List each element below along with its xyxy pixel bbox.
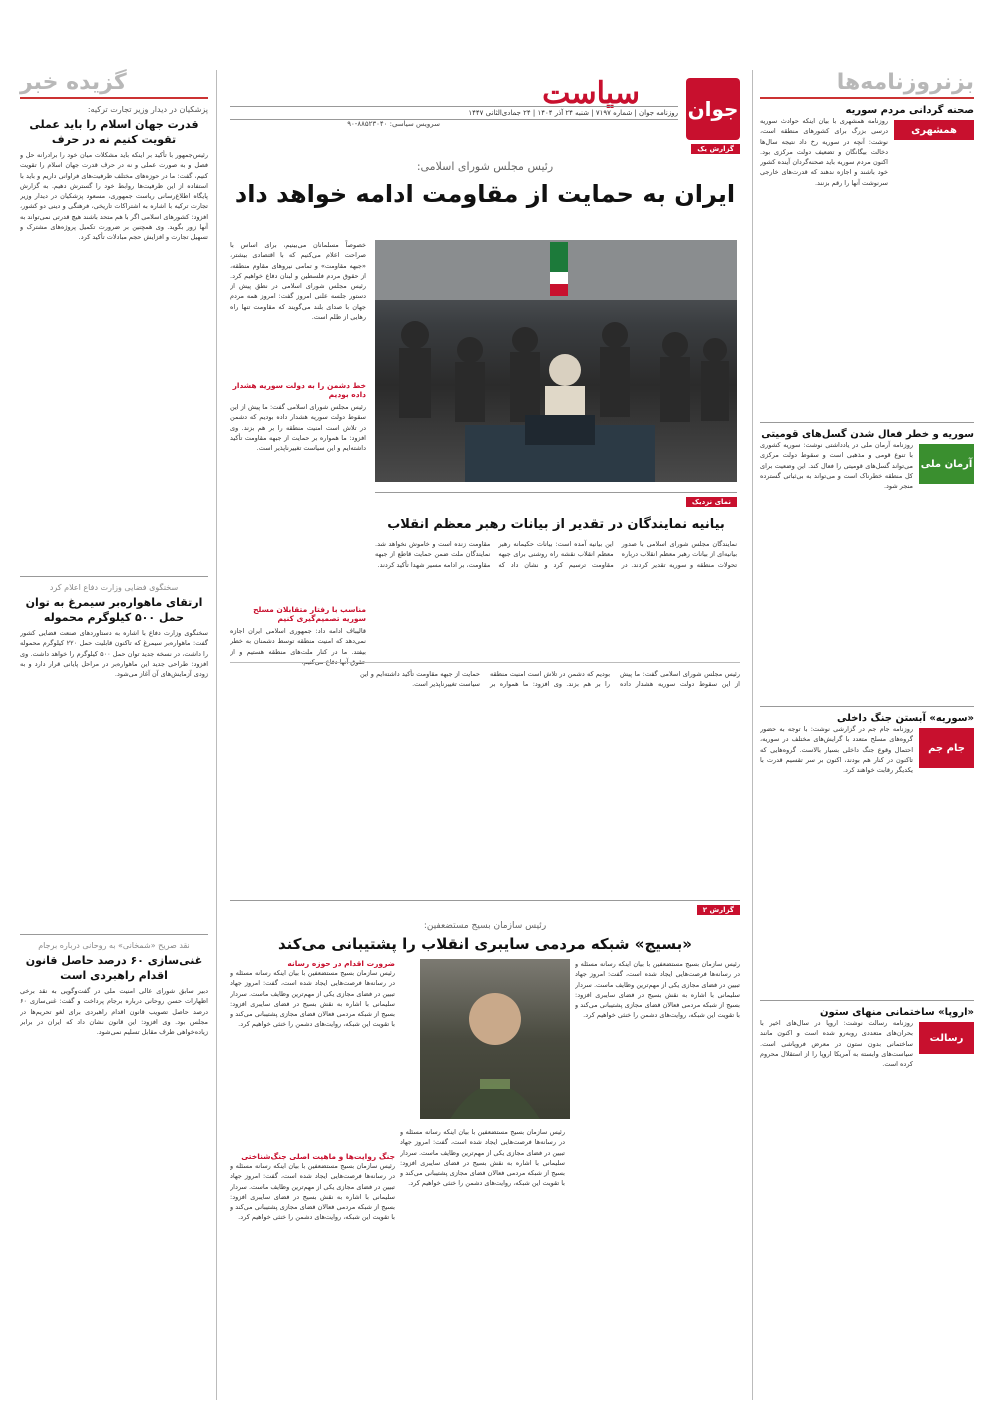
source-name: آرمان ملی [920,458,973,470]
basij-left-col [230,959,395,1361]
kicker: پزشکیان در دیدار وزیر تجارت ترکیه: [87,105,208,114]
body: دبیر سابق شورای عالی امنیت ملی در گفت‌وگویی به نقد برخی اظهارات حسن روحانی درباره برجام پرداخت و گفت: غنی‌سازی ۶۰ درصد حاصل تصویب قانون اقدام راهبردی برای لغو تحریم‌ها در مجلس بود. وی افزود: این قانون نشان داد که ایران در برابر زیاده‌خواهی طرف مقابل تسلیم نمی‌شود. [20,987,208,1037]
divider [760,1000,974,1001]
basij-tag: گزارش ۲ [697,905,740,915]
headline: غنی‌سازی ۶۰ درصد حاصل قانون اقدام راهبردی است [25,954,203,982]
kicker: نقد صریح «شمخانی» به روحانی درباره برجام [38,941,190,950]
meta-line: روزنامه جوان | شماره ۷۱۹۷ | شنبه ۲۴ آذر ۱۴۰۴ | ۲۴ جمادی‌الثانی ۱۴۴۷ [230,106,678,120]
service-phone: سرویس سیاسی: ۸۸۵۲۳۰۴۰-۹۰ [347,120,440,128]
header-rule [20,97,208,99]
headline: «سوریه» آبستن جنگ داخلی [837,713,974,724]
header-rule [760,97,974,99]
source-logo [919,444,974,484]
photo-illustration [375,240,737,482]
headline: قدرت جهان اسلام را باید عملی تقویت کنیم نه در حرف [29,118,199,146]
basij-sub-2: جنگ روایت‌ها و ماهیت اصلی جنگ‌شناختی [241,1152,395,1161]
statement-box [375,492,737,653]
column-divider [216,70,217,1400]
section-title: سیاست [542,76,640,111]
left-story-2 [20,583,208,928]
body: روزنامه جام جم در گزارشی نوشت: با توجه به حضور گروه‌های مسلح متعدد با گرایش‌های مختلف در سوریه، احتمال وقوع جنگ داخلی بسیار بالاست. گروه‌هایی که تاکنون در کنار هم بودند، اکنون بر سر تقسیم قدرت با یکدیگر رقابت خواهند کرد. [760,725,913,775]
statement-body: نمایندگان مجلس شورای اسلامی با صدور بیانیه‌ای از بیانات رهبر معظم انقلاب درباره تحولات منطقه و سوریه تقدیر کردند. در این بیانیه آمده است: بیانات حکیمانه رهبر معظم انقلاب نقشه راه روشنی برای جبهه مقاومت ترسیم کرد و نشان داد که مقاومت زنده است و خاموش نخواهد شد. نمایندگان ملت ضمن حمایت قاطع از جبهه مقاومت، بر ادامه مسیر شهدا تأکید کردند. [375,540,737,569]
left-column-header: گزیده خبر [20,70,127,95]
parliament-photo [375,240,737,482]
right-column-header: بزنروزنامه‌ها [836,70,974,95]
source-logo [894,120,974,140]
portrait-illustration [420,959,570,1119]
divider [760,706,974,707]
subhead-2: مناسب با رفتار متقابلان مسلح سوریه تصمیم‌گیری کنیم [253,605,366,623]
basij-body-right: رئیس سازمان بسیج مستضعفین با بیان اینکه رسانه مسئله و در رسانه‌ها فرصت‌هایی ایجاد شده است، گفت: امروز جهاد تبیین در فضای مجازی یکی از مهم‌ترین وظایف ماست. سردار سلیمانی با اشاره به نقش بسیج در فضای سایبری افزود: بسیج از شبکه مردمی فعالان فضای مجازی پشتیبانی می‌کند و با تقویت این شبکه، روایت‌های دشمن را خنثی خواهیم کرد. [575,960,740,1020]
masthead [230,72,740,162]
statement-headline: بیانیه نمایندگان در تقدیر از بیانات رهبر معظم انقلاب [387,517,725,532]
source-name: رسالت [929,1032,964,1044]
body: سخنگوی وزارت دفاع با اشاره به دستاوردهای صنعت فضایی کشور گفت: ماهواره‌بر سیمرغ که تاکنون قابلیت حمل ۲۲۰ کیلوگرم محموله را داشت، در نسخه جدید توان حمل ۵۰۰ کیلوگرم را خواهد داشت. وی افزود: طراحی جدید این ماهواره‌بر در مراحل پایانی قرار دارد و به زودی آزمایش‌های آن آغاز می‌شود. [20,629,208,679]
headline: «اروپا» ساختمانی منهای ستون [820,1007,974,1018]
left-column [20,70,208,1400]
basij-headline: «بسیج» شبکه مردمی سایبری انقلاب را پشتیبانی می‌کند [278,935,692,953]
divider [20,576,208,577]
right-column [760,70,974,1400]
main-continuation: رئیس مجلس شورای اسلامی گفت: ما پیش از این سقوط دولت سوریه هشدار داده بودیم که دشمن در تلاش است امنیت منطقه را بر هم بزند. وی افزود: ما همواره بر حمایت از جبهه مقاومت تأکید داشته‌ایم و این سیاست تغییرناپذیر است. [230,662,740,899]
basij-body-center: رئیس سازمان بسیج مستضعفین با بیان اینکه رسانه مسئله و در رسانه‌ها فرصت‌هایی ایجاد شده است، گفت: امروز جهاد تبیین در فضای مجازی یکی از مهم‌ترین وظایف ماست. سردار سلیمانی با اشاره به نقش بسیج در فضای سایبری افزود: بسیج از شبکه مردمی فعالان فضای مجازی پشتیبانی می‌کند و با تقویت این شبکه، روایت‌های دشمن را خنثی خواهیم کرد. [400,1128,565,1188]
source-name: همشهری [911,124,957,136]
subhead-1: خط دشمن را به دولت سوریه هشدار داده بودیم [232,381,366,399]
body: روزنامه آرمان ملی در یادداشتی نوشت: سوریه کشوری با تنوع قومی و مذهبی است و سقوط دولت مرکزی می‌تواند گسل‌های قومیتی را فعال کند. این وضعیت برای کل منطقه خطرناک است و می‌تواند به بی‌ثباتی گسترده منجر شود. [760,441,913,491]
press-story-2 [760,429,974,700]
main-lead-column [230,240,366,666]
basij-photo [420,959,570,1119]
basij-sub-1: ضرورت اقدام در حوزه رسانه [287,959,395,968]
source-name: جام جم [928,742,965,754]
basij-body-left: رئیس سازمان بسیج مستضعفین با بیان اینکه رسانه مسئله و در رسانه‌ها فرصت‌هایی ایجاد شده است، گفت: امروز جهاد تبیین در فضای مجازی یکی از مهم‌ترین وظایف ماست. سردار سلیمانی با اشاره به نقش بسیج در فضای سایبری افزود: بسیج از شبکه مردمی فعالان فضای مجازی پشتیبانی می‌کند و با تقویت این شبکه، روایت‌های دشمن را خنثی خواهیم کرد. [230,969,395,1029]
main-kicker: رئیس مجلس شورای اسلامی: [416,160,554,173]
javan-logo [686,78,740,140]
basij-section [230,900,740,1401]
source-logo [919,1022,974,1054]
source-logo [919,728,974,768]
left-story-3 [20,941,208,1316]
lead-body: خصوصاً مسلمانان می‌بینیم، برای اساس با صراحت اعلام می‌کنیم که با اقتصادی بیشتر، «جبهه مقاومت» و تمامی نیروهای مقاوم منطقه، از حقوق مردم فلسطین و لبنان دفاع خواهیم کرد. رئیس مجلس شورای اسلامی در نطق پیش از دستور جلسه علنی امروز گفت: امروز همه مردم جهان با صدای بلند می‌گویند که مقاومت تنها راه رهایی از ظلم است. [230,241,366,322]
basij-body-left-2: رئیس سازمان بسیج مستضعفین با بیان اینکه رسانه مسئله و در رسانه‌ها فرصت‌هایی ایجاد شده است، گفت: امروز جهاد تبیین در فضای مجازی یکی از مهم‌ترین وظایف ماست. سردار سلیمانی با اشاره به نقش بسیج در فضای سایبری افزود: بسیج از شبکه مردمی فعالان فضای مجازی پشتیبانی می‌کند و با تقویت این شبکه، روایت‌های دشمن را خنثی خواهیم کرد. [230,1162,395,1222]
headline: سوریه و خطر فعال شدن گسل‌های قومیتی [761,429,974,440]
main-headline: ایران به حمایت از مقاومت ادامه خواهد داد [234,180,736,208]
body: روزنامه رسالت نوشت: اروپا در سال‌های اخیر با بحران‌های متعددی روبه‌رو شده است و اکنون مانند ساختمانی بدون ستون در معرض فروپاشی است. سیاست‌های وابسته به آمریکا اروپا را از استقلال محروم کرده است. [760,1019,913,1069]
column-divider [752,70,753,1400]
divider [760,422,974,423]
kicker: سخنگوی فضایی وزارت دفاع اعلام کرد [49,583,179,592]
headline: ارتقای ماهواره‌بر سیمرغ به توان حمل ۵۰۰ کیلوگرم محموله [25,596,203,624]
divider [20,934,208,935]
report-tag: گزارش یک [691,144,740,154]
body: روزنامه همشهری با بیان اینکه حوادث سوریه درسی بزرگ برای کشورهای منطقه است، نوشت: آنچه در سوریه رخ داد نتیجه سال‌ها دخالت بیگانگان و تضعیف دولت مرکزی بود. اکنون مردم سوریه باید صحنه‌گردان آینده کشور خود باشند و اجازه ندهند که قدرت‌های خارجی سرنوشت آنها را رقم بزنند. [760,117,888,187]
body: رئیس‌جمهور با تأکید بر اینکه باید مشکلات میان خود را برادرانه حل و فصل و به صورت عملی و نه در حرف قدرت جهان اسلام را تقویت کنیم، گفت: ما در حوزه‌های مختلف ظرفیت‌های فراوانی داریم و باید با استفاده از این ظرفیت‌ها روابط خود را گسترش دهیم. به گزارش پایگاه اطلاع‌رسانی ریاست جمهوری، مسعود پزشکیان در دیدار وزیر تجارت ترکیه با اشاره به اشتراکات تاریخی، فرهنگی و دینی دو کشور، افزود: کشورهای اسلامی اگر با هم متحد باشند هیچ قدرتی نمی‌تواند به آنها زور بگوید. وی همچنین بر ضرورت تکمیل پروژه‌های مشترک و تسهیل تجارت و افزایش حجم مبادلات تأکید کرد. [20,151,208,242]
basij-kicker: رئیس سازمان بسیج مستضعفین: [423,921,547,931]
press-story-4 [760,1007,974,1268]
headline: صحنه گردانی مردم سوریه [845,105,974,116]
body-2: رئیس مجلس شورای اسلامی گفت: ما پیش از این سقوط دولت سوریه هشدار داده بودیم که دشمن در تلاش است امنیت منطقه را بر هم بزند. وی افزود: ما همواره بر حمایت از جبهه مقاومت تأکید داشته‌ایم و این سیاست تغییرناپذیر است. [230,403,366,453]
logo-text: جوان [687,97,739,121]
body-3: قالیباف ادامه داد: جمهوری اسلامی ایران اجازه نمی‌دهد که امنیت منطقه توسط دشمنان به خطر بیفتد. ما در کنار ملت‌های منطقه هستیم و از حقوق آنها دفاع می‌کنیم. [230,627,366,666]
press-story-1 [760,105,974,416]
press-story-3 [760,713,974,994]
statement-tag: نمای نزدیک [686,497,737,507]
left-story-1 [20,105,208,570]
